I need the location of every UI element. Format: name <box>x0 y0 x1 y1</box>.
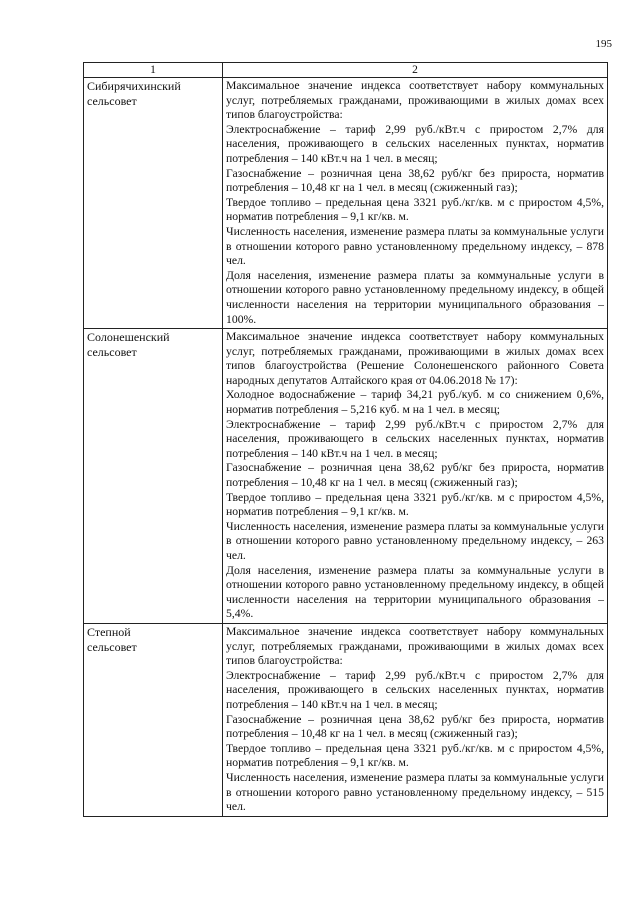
municipality-name-line: Солонешенский <box>87 330 170 345</box>
table-row <box>84 623 608 816</box>
paragraph: Твердое топливо – предельная цена 3321 руб./кг/кв. м с приростом 4,5%, норматив потребления – 9,1 кг/кв. м. <box>226 741 604 770</box>
paragraph: Твердое топливо – предельная цена 3321 руб./кг/кв. м с приростом 4,5%, норматив потребления – 9,1 кг/кв. м. <box>226 490 604 519</box>
index-description-cell <box>223 329 608 624</box>
municipality-name-cell <box>84 623 223 816</box>
municipality-name-line: сельсовет <box>87 345 137 360</box>
table-row <box>84 329 608 624</box>
municipality-name-line: Степной <box>87 624 131 639</box>
paragraph: Электроснабжение – тариф 2,99 руб./кВт.ч с приростом 2,7% для населения, проживающего в сельских населенных пунктах, норматив потребления – 140 кВт.ч на 1 чел. в месяц; <box>226 122 604 165</box>
paragraph: Максимальное значение индекса соответствует набору коммунальных услуг, потребляемых гражданами, проживающими в жилых домах всех типов благоустройства: <box>226 79 604 122</box>
paragraph: Доля населения, изменение размера платы за коммунальные услуги в отношении которого равно установленному предельному индексу, в общей численности населения на территории муниципального образования – 100%. <box>226 268 604 326</box>
paragraph: Максимальное значение индекса соответствует набору коммунальных услуг, потребляемых гражданами, проживающими в жилых домах всех типов благоустройства: <box>226 624 604 668</box>
municipality-name-line: сельсовет <box>87 94 137 108</box>
municipal-index-table <box>83 62 608 817</box>
index-description-cell <box>223 78 608 329</box>
paragraph: Электроснабжение – тариф 2,99 руб./кВт.ч с приростом 2,7% для населения, проживающего в сельских населенных пунктах, норматив потребления – 140 кВт.ч на 1 чел. в месяц; <box>226 417 604 460</box>
municipality-name-line: Сибирячихинский <box>87 79 181 93</box>
table-row <box>84 78 608 329</box>
paragraph: Газоснабжение – розничная цена 38,62 руб/кг без прироста, норматив потребления – 10,48 кг на 1 чел. в месяц (сжиженный газ); <box>226 712 604 741</box>
paragraph: Численность населения, изменение размера платы за коммунальные услуги в отношении которого равно установленному предельному индексу, – 515 чел. <box>226 770 604 814</box>
municipality-name-line: сельсовет <box>87 639 137 654</box>
paragraph: Газоснабжение – розничная цена 38,62 руб/кг без прироста, норматив потребления – 10,48 кг на 1 чел. в месяц (сжиженный газ); <box>226 461 604 490</box>
paragraph: Максимальное значение индекса соответствует набору коммунальных услуг, потребляемых гражданами, проживающими в жилых домах всех типов благоустройства (Решение Солонешенского районного Совета народных депутатов Алтайского края от 04.06.2018 № 17): <box>226 330 604 387</box>
paragraph: Газоснабжение – розничная цена 38,62 руб/кг без прироста, норматив потребления – 10,48 кг на 1 чел. в месяц (сжиженный газ); <box>226 166 604 195</box>
page-number: 195 <box>595 38 612 50</box>
header-col-1: 1 <box>84 63 223 78</box>
paragraph: Электроснабжение – тариф 2,99 руб./кВт.ч с приростом 2,7% для населения, проживающего в сельских населенных пунктах, норматив потребления – 140 кВт.ч на 1 чел. в месяц; <box>226 668 604 711</box>
paragraph: Холодное водоснабжение – тариф 34,21 руб./куб. м со снижением 0,6%, норматив потребления – 5,216 куб. м на 1 чел. в месяц; <box>226 388 604 417</box>
header-col-2: 2 <box>223 63 608 78</box>
municipality-name-cell <box>84 78 223 329</box>
paragraph: Доля населения, изменение размера платы за коммунальные услуги в отношении которого равно установленному предельному индексу, в общей численности населения на территории муниципального образования – 5,4%. <box>226 563 604 621</box>
index-description-cell <box>223 623 608 816</box>
paragraph: Численность населения, изменение размера платы за коммунальные услуги в отношении которого равно установленному предельному индексу, – 263 чел. <box>226 519 604 562</box>
paragraph: Твердое топливо – предельная цена 3321 руб./кг/кв. м с приростом 4,5%, норматив потребления – 9,1 кг/кв. м. <box>226 195 604 224</box>
paragraph: Численность населения, изменение размера платы за коммунальные услуги в отношении которого равно установленному предельному индексу, – 878 чел. <box>226 224 604 268</box>
municipality-name-cell <box>84 329 223 624</box>
table-header-row <box>84 63 608 78</box>
